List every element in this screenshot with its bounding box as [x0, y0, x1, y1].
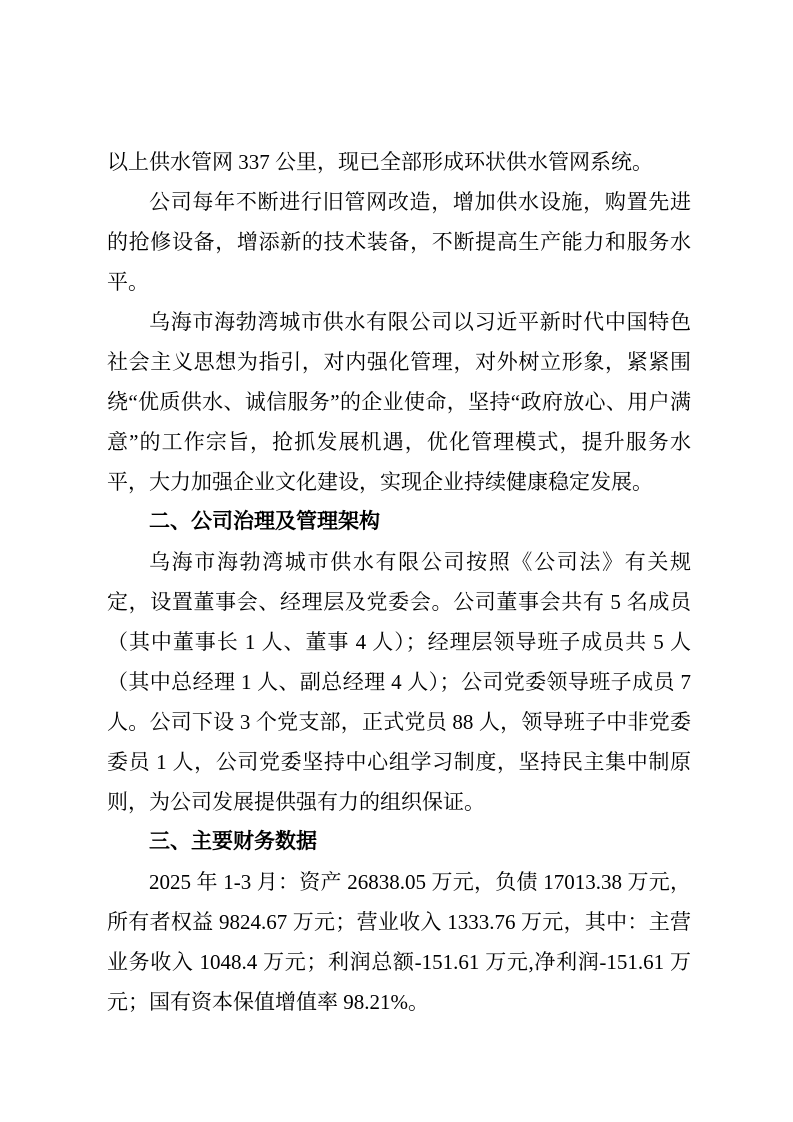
paragraph: 公司每年不断进行旧管网改造，增加供水设施，购置先进的抢修设备，增添新的技术装备，不断提高生产能力和服务水平。 [107, 190, 691, 294]
section-heading: 二、公司治理及管理架构 [149, 510, 380, 533]
paragraph: 乌海市海勃湾城市供水有限公司按照《公司法》有关规定，设置董事会、经理层及党委会。公司董事会共有 5 名成员（其中董事长 1 人、董事 4 人）；经理层领导班子成员共 5 人（其中总经理 1 人、副总经理 4 人）；公司党委领导班子成员 7 人。公司下设 3 个党支部，正式党员 88 人，领导班子中非党委委员 1 人，公司党委坚持中心组学习制度，坚持民主集中制原则，为公司发展提供强有力的组织保证。 [107, 550, 691, 814]
section-heading: 三、主要财务数据 [149, 830, 317, 853]
paragraph: 2025 年 1-3 月：资产 26838.05 万元，负债 17013.38 万元，所有者权益 9824.67 万元；营业收入 1333.76 万元，其中：主营业务收入 1048.4 万元；利润总额-151.61 万元,净利润-151.61 万元；国有资本保值增值率 98.21%。 [107, 870, 691, 1014]
paragraph: 以上供水管网 337 公里，现已全部形成环状供水管网系统。 [107, 150, 653, 174]
document-content [107, 142, 691, 1022]
paragraph: 乌海市海勃湾城市供水有限公司以习近平新时代中国特色社会主义思想为指引，对内强化管理，对外树立形象，紧紧围绕“优质供水、诚信服务”的企业使命，坚持“政府放心、用户满意”的工作宗旨，抢抓发展机遇，优化管理模式，提升服务水平，大力加强企业文化建设，实现企业持续健康稳定发展。 [107, 310, 691, 494]
